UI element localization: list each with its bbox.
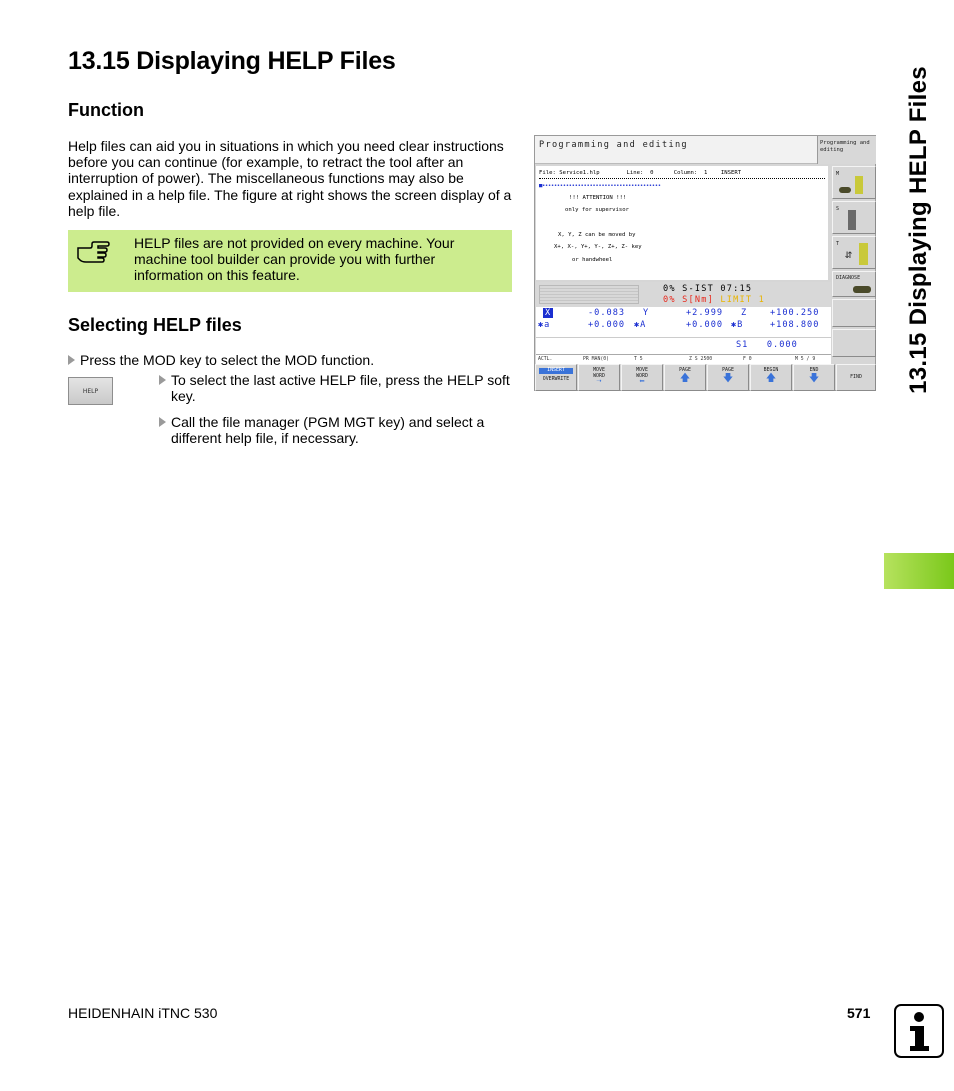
softkey-begin[interactable]: BEGIN 🡅 <box>750 364 792 391</box>
axis-label: Y <box>643 308 650 318</box>
spindle-icon <box>855 176 863 194</box>
chapter-tab <box>884 553 954 589</box>
step-press-mod: Press the MOD key to select the MOD function. <box>68 352 374 368</box>
spindle-icon <box>848 210 856 230</box>
softkey-page-up[interactable]: PAGE 🡅 <box>664 364 706 391</box>
softkey-page-down[interactable]: PAGE 🡇 <box>707 364 749 391</box>
axis-value: +100.250 <box>770 308 820 318</box>
side-soft-keys <box>832 166 876 388</box>
pointing-hand-icon <box>76 238 110 268</box>
arrow-up-icon: 🡅 <box>679 372 691 384</box>
note-text: HELP files are not provided on every machine. Your machine tool builder can provide you with further information on this feature. <box>134 235 455 284</box>
section-heading-selecting: Selecting HELP files <box>68 315 242 335</box>
bullet-arrow-icon <box>159 417 166 427</box>
soft-key-bar <box>535 364 876 391</box>
side-key-empty[interactable] <box>832 299 876 327</box>
softkey-move-word-left[interactable]: MOVE WORD ⬅ <box>621 364 663 391</box>
position-row <box>536 320 831 332</box>
arrow-down-icon: 🡇 <box>808 372 820 384</box>
step-file-manager: Call the file manager (PGM MGT key) and select a different help file, if necessary. <box>159 414 513 446</box>
screen-mode-box: Programming and editing <box>817 136 876 164</box>
bullet-arrow-icon <box>159 375 166 385</box>
help-soft-key[interactable]: HELP <box>68 377 113 405</box>
arrows-icon: ⇵ <box>845 247 853 261</box>
help-file-screenshot <box>534 135 876 391</box>
axis-label: Z <box>741 308 748 318</box>
info-icon <box>894 1004 944 1058</box>
axis-label: ✱a <box>538 320 551 330</box>
editor-line: or handwheel <box>572 257 613 263</box>
arrow-down-icon: 🡇 <box>722 372 734 384</box>
axis-value: +108.800 <box>770 320 820 330</box>
axis-value: -0.083 <box>588 308 626 318</box>
side-key-t[interactable]: T ⇵ <box>832 236 876 269</box>
bullet-arrow-icon <box>68 355 75 365</box>
page-title: 13.15 Displaying HELP Files <box>68 47 396 75</box>
spindle-status: 0% S-IST 07:15 <box>663 284 753 294</box>
note-box <box>68 230 512 292</box>
axis-value: +2.999 <box>686 308 724 318</box>
overview-grid <box>539 285 639 304</box>
axis-value: +0.000 <box>686 320 724 330</box>
axis-label: ✱A <box>634 320 647 330</box>
function-paragraph: Help files can aid you in situations in which you need clear instructions before you can continue (for example, to retract the tool after an interruption of power). The miscellaneous functions may also be explained in a help file. The figure at right shows the screen display of a help file. <box>68 138 512 219</box>
arrow-up-icon: 🡅 <box>765 372 777 384</box>
status-panel <box>536 282 831 307</box>
editor-line: !!! ATTENTION !!! <box>569 195 627 201</box>
editor-line: X+, X-, Y+, Y-, Z+, Z- key <box>554 244 642 250</box>
editor-cursor-line: ■•••••••••••••••••••••••••••••••••••••••• <box>539 183 661 189</box>
tool-holder-icon <box>859 243 868 265</box>
arrow-left-icon: ⬅ <box>639 377 645 388</box>
torque-status: 0% S[Nm] LIMIT 1 <box>663 295 765 305</box>
side-key-empty[interactable] <box>832 329 876 357</box>
editor-line: X, Y, Z can be moved by <box>558 232 636 238</box>
side-key-diagnose[interactable]: DIAGNOSE <box>832 271 876 297</box>
tool-icon <box>839 187 851 193</box>
softkey-find[interactable]: FIND <box>836 364 876 391</box>
step-help-softkey: To select the last active HELP file, press the HELP soft key. <box>159 372 513 404</box>
footer-product: HEIDENHAIN iTNC 530 <box>68 1005 218 1021</box>
position-display <box>536 282 831 356</box>
info-bar: ACTL. PR MAN(0) T 5 Z S 2500 F 0 M 5 / 9 <box>536 354 831 364</box>
diagnose-icon <box>853 286 871 293</box>
softkey-insert-overwrite[interactable]: INSERT OVERWRITE <box>535 364 577 391</box>
editor-line: only for supervisor <box>565 207 629 213</box>
axis-label: X <box>545 308 552 318</box>
file-header: File: Service1.hlp Line: 0 Column: 1 INSERT <box>539 170 825 179</box>
axis-label: ✱B <box>731 320 744 330</box>
section-heading-function: Function <box>68 100 144 120</box>
softkey-move-word-right[interactable]: MOVE WORD ➝ <box>578 364 620 391</box>
page-number: 571 <box>847 1005 871 1021</box>
side-key-m[interactable]: M <box>832 166 876 199</box>
screen-mode-title: Programming and editing <box>535 136 817 164</box>
spindle-value: S1 0.000 <box>736 340 798 350</box>
running-header-vertical: 13.15 Displaying HELP Files <box>905 66 932 394</box>
side-key-s[interactable]: S <box>832 201 876 234</box>
arrow-right-icon: ➝ <box>596 377 602 388</box>
axis-value: +0.000 <box>588 320 626 330</box>
softkey-end[interactable]: END 🡇 <box>793 364 835 391</box>
position-row <box>536 308 831 320</box>
editor-area <box>536 166 828 280</box>
